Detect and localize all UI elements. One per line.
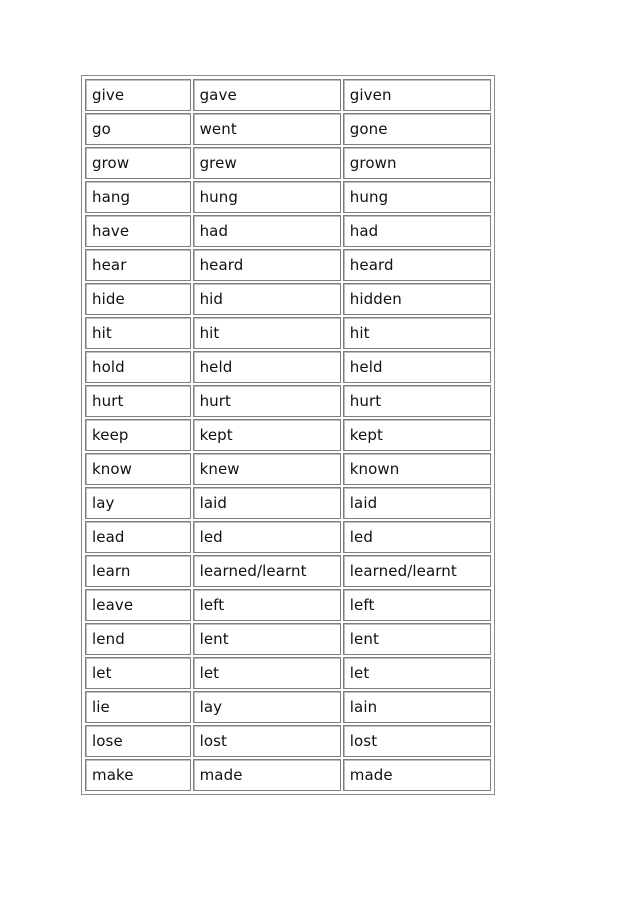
table-row (85, 725, 491, 757)
table-row (85, 419, 491, 451)
past-participle-cell: laid (343, 487, 491, 519)
table-row (85, 521, 491, 553)
table-row (85, 249, 491, 281)
past-participle-cell: heard (343, 249, 491, 281)
irregular-verbs-table (83, 77, 493, 793)
past-participle-cell: lain (343, 691, 491, 723)
past-participle-cell: given (343, 79, 491, 111)
base-form-cell: have (85, 215, 191, 247)
table-row (85, 589, 491, 621)
base-form-cell: hide (85, 283, 191, 315)
base-form-cell: lie (85, 691, 191, 723)
past-simple-cell: left (193, 589, 341, 621)
past-simple-cell: heard (193, 249, 341, 281)
table-row (85, 555, 491, 587)
past-simple-cell: lost (193, 725, 341, 757)
base-form-cell: grow (85, 147, 191, 179)
table-row (85, 181, 491, 213)
base-form-cell: lay (85, 487, 191, 519)
table-row (85, 453, 491, 485)
past-participle-cell: gone (343, 113, 491, 145)
base-form-cell: hit (85, 317, 191, 349)
past-simple-cell: grew (193, 147, 341, 179)
base-form-cell: lend (85, 623, 191, 655)
past-simple-cell: kept (193, 419, 341, 451)
past-participle-cell: learned/learnt (343, 555, 491, 587)
table-row (85, 487, 491, 519)
base-form-cell: lose (85, 725, 191, 757)
table-row (85, 147, 491, 179)
base-form-cell: lead (85, 521, 191, 553)
verb-table-container (81, 75, 495, 795)
past-participle-cell: known (343, 453, 491, 485)
table-row (85, 691, 491, 723)
base-form-cell: keep (85, 419, 191, 451)
past-simple-cell: hurt (193, 385, 341, 417)
table-row (85, 759, 491, 791)
past-simple-cell: had (193, 215, 341, 247)
base-form-cell: go (85, 113, 191, 145)
past-participle-cell: made (343, 759, 491, 791)
table-row (85, 351, 491, 383)
base-form-cell: learn (85, 555, 191, 587)
past-simple-cell: learned/learnt (193, 555, 341, 587)
past-simple-cell: led (193, 521, 341, 553)
past-simple-cell: hung (193, 181, 341, 213)
past-simple-cell: lay (193, 691, 341, 723)
table-row (85, 657, 491, 689)
base-form-cell: make (85, 759, 191, 791)
past-simple-cell: lent (193, 623, 341, 655)
past-participle-cell: lent (343, 623, 491, 655)
verb-table-body (85, 79, 491, 791)
past-simple-cell: went (193, 113, 341, 145)
base-form-cell: let (85, 657, 191, 689)
table-row (85, 113, 491, 145)
base-form-cell: hurt (85, 385, 191, 417)
past-participle-cell: grown (343, 147, 491, 179)
past-simple-cell: made (193, 759, 341, 791)
past-participle-cell: hit (343, 317, 491, 349)
past-participle-cell: kept (343, 419, 491, 451)
base-form-cell: hear (85, 249, 191, 281)
table-row (85, 623, 491, 655)
past-simple-cell: let (193, 657, 341, 689)
table-row (85, 385, 491, 417)
past-simple-cell: knew (193, 453, 341, 485)
past-participle-cell: left (343, 589, 491, 621)
past-simple-cell: hit (193, 317, 341, 349)
base-form-cell: hang (85, 181, 191, 213)
table-row (85, 283, 491, 315)
base-form-cell: leave (85, 589, 191, 621)
base-form-cell: give (85, 79, 191, 111)
base-form-cell: know (85, 453, 191, 485)
past-participle-cell: had (343, 215, 491, 247)
past-participle-cell: hung (343, 181, 491, 213)
table-row (85, 215, 491, 247)
base-form-cell: hold (85, 351, 191, 383)
past-participle-cell: hurt (343, 385, 491, 417)
past-participle-cell: lost (343, 725, 491, 757)
table-row (85, 79, 491, 111)
past-simple-cell: gave (193, 79, 341, 111)
past-participle-cell: hidden (343, 283, 491, 315)
past-simple-cell: hid (193, 283, 341, 315)
past-simple-cell: laid (193, 487, 341, 519)
past-simple-cell: held (193, 351, 341, 383)
past-participle-cell: led (343, 521, 491, 553)
table-row (85, 317, 491, 349)
past-participle-cell: held (343, 351, 491, 383)
past-participle-cell: let (343, 657, 491, 689)
